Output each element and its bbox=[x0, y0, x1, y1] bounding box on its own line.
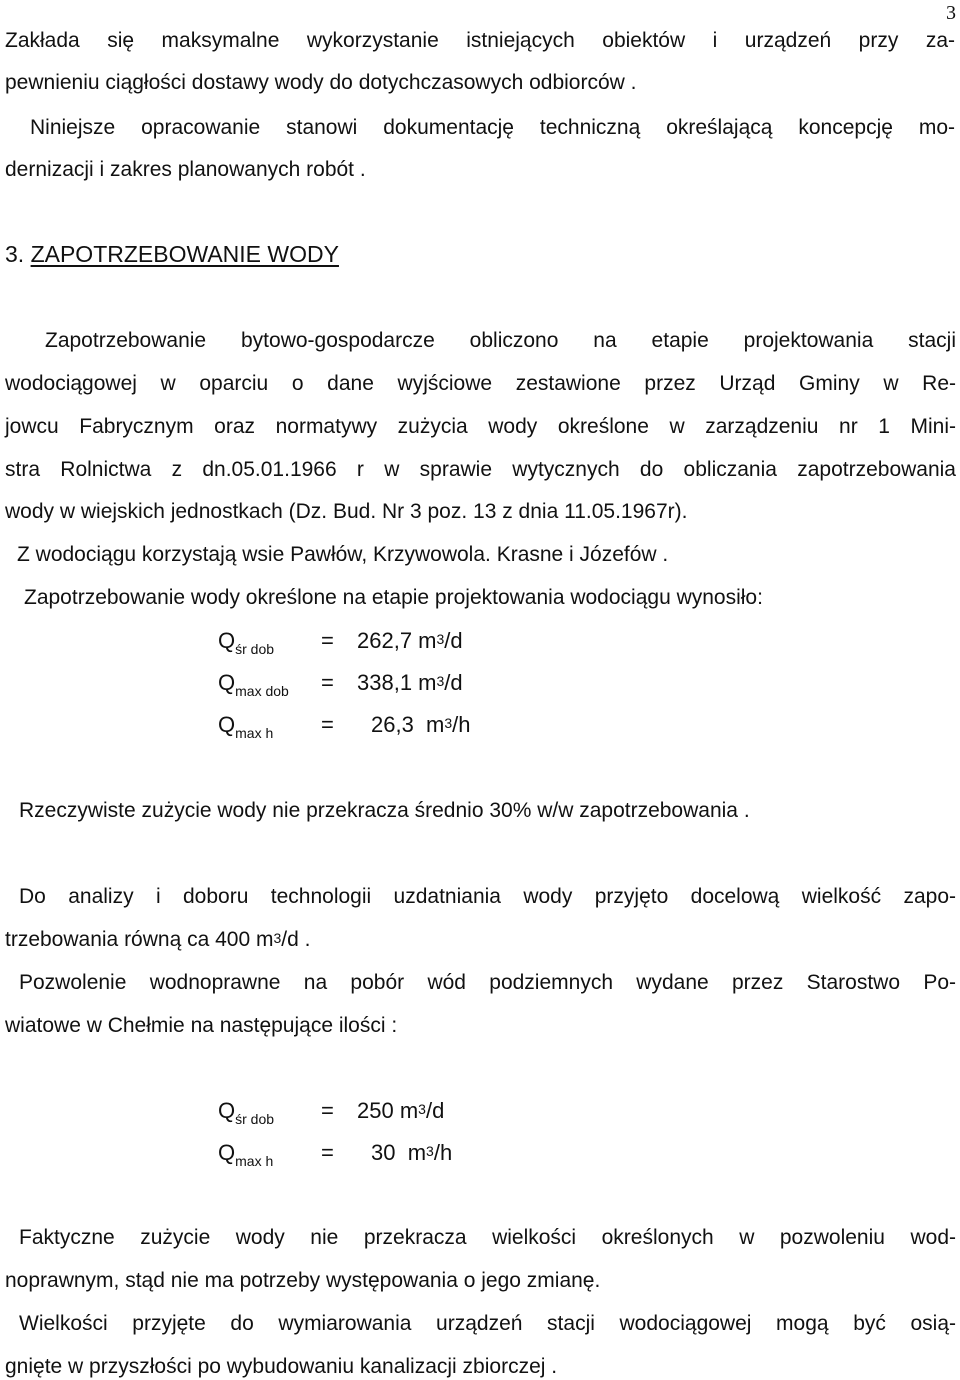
formula-equals: = bbox=[321, 712, 334, 737]
text-line: stra Rolnictwa z dn.05.01.1966 r w sprawie wytycznych do obliczania zapotrzebowania bbox=[5, 458, 956, 481]
text-line: wody w wiejskich jednostkach (Dz. Bud. Nr 3 poz. 13 z dnia 11.05.1967r). bbox=[5, 500, 688, 523]
formula-row bbox=[218, 1140, 518, 1170]
section-number: 3. bbox=[5, 241, 25, 267]
text-line: Zakłada się maksymalne wykorzystanie istniejących obiektów i urządzeń przy za- bbox=[5, 29, 955, 52]
section-title: ZAPOTRZEBOWANIE WODY bbox=[30, 241, 339, 267]
formula-row bbox=[218, 670, 518, 700]
formula-symbol: $Q_{max h}$ bbox=[218, 712, 274, 741]
text-line: Niniejsze opracowanie stanowi dokumentację techniczną określającą koncepcję mo- bbox=[30, 116, 955, 139]
formula-value: 250 $m^3/d$ bbox=[357, 1098, 445, 1123]
formula-value: 26,3 $m^3/h$ bbox=[371, 712, 471, 737]
text-line: Faktyczne zużycie wody nie przekracza wielkości określonych w pozwoleniu wod- bbox=[19, 1226, 956, 1249]
text-line: gnięte w przyszłości po wybudowaniu kanalizacji zbiorczej . bbox=[5, 1355, 558, 1378]
formula-equals: = bbox=[321, 1140, 334, 1165]
formula-equals: = bbox=[321, 670, 334, 695]
text-line: jowcu Fabrycznym oraz normatywy zużycia wody określone w zarządzeniu nr 1 Mini- bbox=[5, 415, 956, 438]
text-line: Wielkości przyjęte do wymiarowania urządzeń stacji wodociągowej mogą być osią- bbox=[19, 1312, 956, 1335]
usage-note: Rzeczywiste zużycie wody nie przekracza średnio 30% w/w zapotrzebowania . bbox=[19, 799, 750, 822]
page-number: 3 bbox=[946, 2, 956, 24]
formula-value: 338,1 $m^3/d$ bbox=[357, 670, 463, 695]
text-line: wodociągowej w oparciu o dane wyjściowe zestawione przez Urząd Gminy w Re- bbox=[5, 372, 956, 395]
text-line: noprawnym, stąd nie ma potrzeby występowania o jego zmianę. bbox=[5, 1269, 601, 1292]
text-line: pewnieniu ciągłości dostawy wody do dotychczasowych odbiorców . bbox=[5, 71, 637, 94]
formula-symbol: $Q_{śr dob}$ bbox=[218, 628, 275, 657]
formula-value: 30 $m^3/h$ bbox=[371, 1140, 453, 1165]
text-line: trzebowania równą ca 400 $m^3/d$ . bbox=[5, 928, 311, 951]
formula-equals: = bbox=[321, 1098, 334, 1123]
formula-symbol: $Q_{max dob}$ bbox=[218, 670, 289, 699]
formula-row bbox=[218, 712, 518, 742]
text-line: Do analizy i doboru technologii uzdatniania wody przyjęto docelową wielkość zapo- bbox=[19, 885, 956, 908]
formula-symbol: $Q_{śr dob}$ bbox=[218, 1098, 275, 1127]
formula-symbol: $Q_{max h}$ bbox=[218, 1140, 274, 1169]
formula-equals: = bbox=[321, 628, 334, 653]
formula-row bbox=[218, 1098, 518, 1128]
text-line: Zapotrzebowanie bytowo-gospodarcze obliczono na etapie projektowania stacji bbox=[45, 329, 956, 352]
text-line: Zapotrzebowanie wody określone na etapie projektowania wodociągu wynosiło: bbox=[24, 586, 763, 609]
text-line: wiatowe w Chełmie na następujące ilości : bbox=[5, 1014, 398, 1037]
text-line: Z wodociągu korzystają wsie Pawłów, Krzywowola. Krasne i Józefów . bbox=[17, 543, 669, 566]
formula-value: 262,7 $m^3/d$ bbox=[357, 628, 463, 653]
text-line: dernizacji i zakres planowanych robót . bbox=[5, 158, 366, 181]
formula-row bbox=[218, 628, 518, 658]
text-line: Pozwolenie wodnoprawne na pobór wód podziemnych wydane przez Starostwo Po- bbox=[19, 971, 956, 994]
section-heading bbox=[5, 240, 339, 268]
